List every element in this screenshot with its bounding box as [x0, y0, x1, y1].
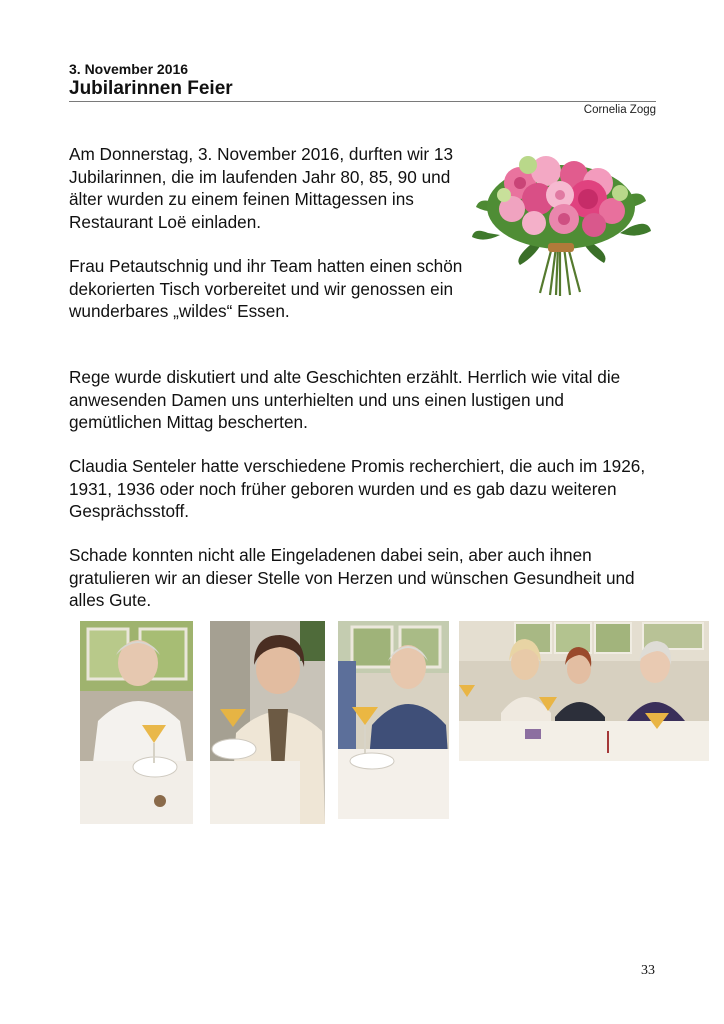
paragraph-celebrities: Claudia Senteler hatte verschiedene Promis recherchiert, die auch im 1926, 1931, 1936 oder noch früher geboren wurden und es gab dazu weiteren Gesprächsstoff. [69, 456, 646, 521]
paragraph-invitation: Am Donnerstag, 3. November 2016, durften wir 13 Jubilarinnen, die im laufenden Jahr 80, 85, 90 und älter wurden zu einem feinen Mittagessen ins Restaurant Loë einladen. [69, 144, 454, 232]
photo-guest-1 [80, 621, 193, 824]
paragraph-meal: Frau Petautschnig und ihr Team hatten einen schön dekorierten Tisch vorbereitet und wir genossen ein wunderbares „wildes“ Essen. [69, 256, 463, 321]
photo-guest-2 [210, 621, 325, 824]
title-rule [69, 101, 656, 102]
article-title: Jubilarinnen Feier [69, 78, 233, 99]
bouquet-ribbon [548, 243, 574, 252]
article-date: 3. November 2016 [69, 61, 189, 77]
flower-bouquet-image [470, 135, 652, 297]
stems [540, 247, 580, 296]
paragraph-congratulations: Schade konnten nicht alle Eingeladenen dabei sein, aber auch ihnen gratulieren wir an dieser Stelle von Herzen und wünschen Gesundheit und alles Gute. [69, 545, 635, 610]
photo-table-group [459, 621, 709, 761]
paragraph-conversation: Rege wurde diskutiert und alte Geschichten erzählt. Herrlich wie vital die anwesenden Damen uns unterhielten und uns einen lustigen und gemütlichen Mittag bescherten. [69, 367, 621, 432]
author-name: Cornelia Zogg [583, 104, 656, 116]
page-number: 33 [641, 963, 655, 978]
photo-guest-3 [338, 621, 449, 819]
